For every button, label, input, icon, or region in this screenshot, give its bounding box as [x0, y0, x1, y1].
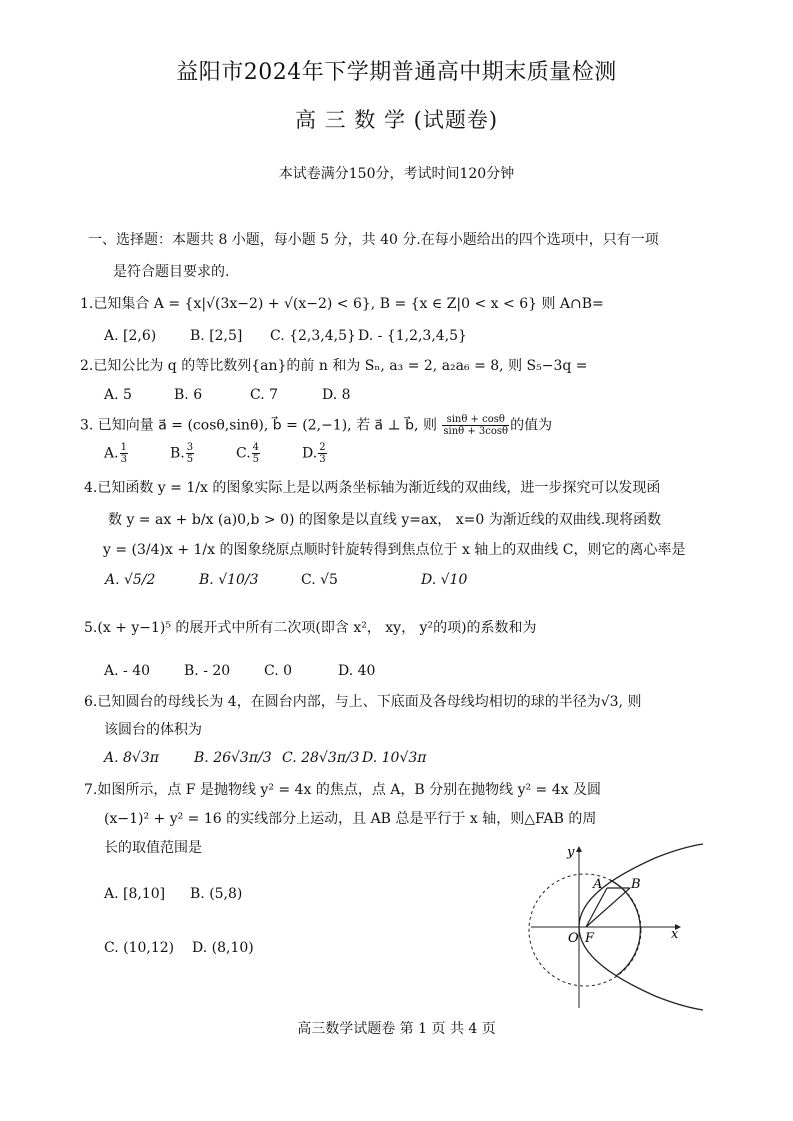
- question-6-options: [104, 748, 426, 768]
- option-c: C. 0: [264, 663, 293, 679]
- question-6-line1: 6.已知圆台的母线长为 4，在圆台内部，与上、下底面及各母线均相切的球的半径为√3, 则: [84, 694, 642, 710]
- option-a: A. 5: [104, 387, 132, 403]
- option-d: D. 40: [338, 663, 376, 679]
- option-d: [302, 442, 328, 465]
- segment-fb: [586, 888, 630, 927]
- label-o: O: [568, 931, 579, 946]
- question-3-stem-pre: 3. 已知向量 a⃗ = (cosθ,sinθ), b⃗ = (2,−1), 若 a⃗ ⊥ b⃗, 则: [80, 417, 437, 434]
- option-label: B.: [170, 445, 185, 462]
- option-numerator: 1: [120, 442, 127, 453]
- exam-subtitle: 高 三 数 学 (试题卷): [294, 108, 499, 132]
- fraction-denominator: sinθ + 3cosθ: [443, 426, 509, 437]
- question-7-options-row1: [104, 884, 242, 904]
- solid-circle-arc: [610, 880, 640, 976]
- option-d: D. 8: [322, 387, 351, 403]
- section-heading-line2: 是符合题目要求的.: [113, 264, 230, 280]
- question-5-stem: 5.(x + y−1)⁵ 的展开式中所有二次项(即含 x²， xy， y²的项)的系数和为: [84, 620, 537, 636]
- option-label: C.: [236, 445, 251, 462]
- question-2-options: [104, 385, 351, 405]
- option-c: C. √5: [301, 572, 338, 588]
- parabola-circle-figure: [525, 838, 715, 1018]
- question-6-line2: 该圆台的体积为: [104, 722, 202, 738]
- question-3-options: [104, 442, 328, 465]
- option-label: A.: [104, 445, 119, 462]
- parabola-lower: [579, 927, 703, 1010]
- option-c: C. 28√3π/3: [282, 750, 360, 766]
- y-axis-arrow: [576, 846, 582, 852]
- option-b: B. √10/3: [199, 572, 259, 588]
- question-3-stem: [80, 414, 552, 437]
- question-7-options-row2: [104, 938, 254, 958]
- section-heading-line1: 一、选择题：本题共 8 小题，每小题 5 分，共 40 分.在每小题给出的四个选项中，只有一项: [88, 232, 659, 248]
- exam-note: 本试卷满分150分，考试时间120分钟: [278, 166, 515, 182]
- label-x: x: [671, 927, 679, 942]
- option-numerator: 3: [186, 442, 194, 453]
- option-a: [104, 442, 170, 465]
- option-d: D. - {1,2,3,4,5}: [358, 328, 467, 344]
- option-label: D.: [302, 445, 318, 462]
- question-5-options: [104, 661, 375, 681]
- option-c: C. (10,12): [104, 940, 175, 956]
- question-7-line3: 长的取值范围是: [104, 840, 202, 856]
- option-b: B. (5,8): [190, 886, 243, 902]
- option-d: D. (8,10): [192, 940, 254, 956]
- label-y: y: [567, 845, 575, 860]
- option-d: D. 10√3π: [362, 750, 427, 766]
- question-1-options: [104, 326, 467, 346]
- label-a: A: [593, 877, 603, 892]
- question-7-line2: (x−1)² + y² = 16 的实线部分上运动，且 AB 总是平行于 x 轴，则△FAB 的周: [104, 811, 597, 827]
- question-3-fraction: [442, 414, 509, 437]
- question-4-line2: 数 y = ax + b/x (a)0,b > 0) 的图象是以直线 y=ax， x=0 为渐近线的双曲线.现将函数: [108, 512, 662, 528]
- fraction-numerator: sinθ + cosθ: [442, 414, 509, 426]
- label-b: B: [631, 877, 641, 892]
- option-b: B. 6: [174, 387, 203, 403]
- question-4-line1: 4.已知函数 y = 1/x 的图象实际上是以两条坐标轴为渐近线的双曲线，进一步探究可以发现函: [84, 480, 661, 496]
- option-a: A. 8√3π: [104, 750, 159, 766]
- option-b: B. - 20: [184, 663, 231, 679]
- option-a: A. - 40: [104, 663, 151, 679]
- exam-title: 益阳市2024年下学期普通高中期末质量检测: [176, 60, 617, 85]
- option-d: D. √10: [421, 572, 468, 588]
- option-a: A. [8,10]: [104, 886, 166, 902]
- option-denominator: 5: [186, 454, 194, 465]
- option-b: B. [2,5]: [190, 328, 243, 344]
- option-c: C. {2,3,4,5}: [270, 328, 356, 344]
- option-denominator: 3: [319, 454, 326, 465]
- question-4-line3: y = (3/4)x + 1/x 的图象绕原点顺时针旋转得到焦点位于 x 轴上的双曲线 C，则它的离心率是: [103, 542, 686, 558]
- option-a: A. [2,6): [104, 328, 157, 344]
- question-2-stem: 2.已知公比为 q 的等比数列{an}的前 n 和为 Sₙ, a₃ = 2, a₂a₆ = 8, 则 S₅−3q =: [80, 358, 588, 374]
- option-numerator: 2: [319, 442, 326, 453]
- option-c: [236, 442, 302, 465]
- page-footer: 高三数学试题卷 第 1 页 共 4 页: [297, 1021, 496, 1037]
- question-7-line1: 7.如图所示，点 F 是抛物线 y² = 4x 的焦点，点 A，B 分别在抛物线 y² = 4x 及圆: [84, 782, 601, 798]
- option-denominator: 3: [120, 454, 127, 465]
- question-4-options: [105, 570, 467, 590]
- option-a: A. √5/2: [105, 572, 156, 588]
- option-c: C. 7: [250, 387, 279, 403]
- label-f: F: [585, 931, 595, 946]
- option-denominator: 5: [252, 454, 260, 465]
- question-1-stem: 1.已知集合 A = {x|√(3x−2) + √(x−2) < 6}, B = {x ∈ Z|0 < x < 6} 则 A∩B=: [80, 296, 604, 312]
- option-b: [170, 442, 236, 465]
- question-3-stem-post: 的值为: [510, 417, 553, 434]
- option-b: B. 26√3π/3: [194, 750, 272, 766]
- option-numerator: 4: [252, 442, 260, 453]
